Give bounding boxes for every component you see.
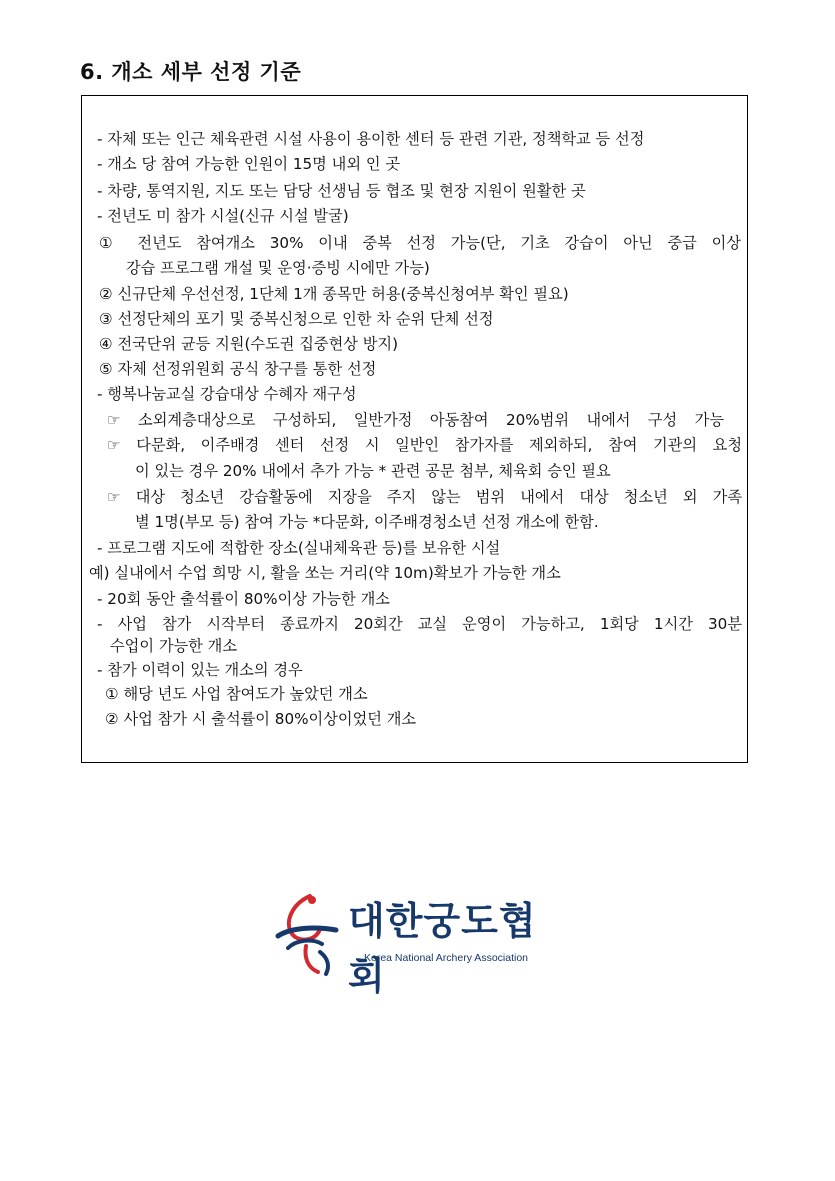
criteria-line: 이 있는 경우 20% 내에서 추가 가능 * 관련 공문 첨부, 체육회 승인 필요 xyxy=(135,462,611,480)
criteria-line: ③ 선정단체의 포기 및 중복신청으로 인한 차 순위 단체 선정 xyxy=(99,310,494,328)
association-english-name: Korea National Archery Association xyxy=(364,952,529,964)
criteria-line: - 전년도 미 참가 시설(신규 시설 발굴) xyxy=(97,207,349,225)
criteria-line: ⑤ 자체 선정위원회 공식 창구를 통한 선정 xyxy=(99,360,377,378)
criteria-line: - 행복나눔교실 강습대상 수혜자 재구성 xyxy=(97,385,357,403)
association-logo xyxy=(270,888,570,998)
criteria-line: ① 해당 년도 사업 참여도가 높았던 개소 xyxy=(105,685,368,703)
criteria-line: 수업이 가능한 개소 xyxy=(110,637,238,655)
criteria-line: ☞ 대상 청소년 강습활동에 지장을 주지 않는 범위 내에서 대상 청소년 외 가족 xyxy=(107,488,742,506)
criteria-line: - 차량, 통역지원, 지도 또는 담당 선생님 등 협조 및 현장 지원이 원활한 곳 xyxy=(97,182,586,200)
criteria-line: ☞ 소외계층대상으로 구성하되, 일반가정 아동참여 20%범위 내에서 구성 가능 xyxy=(107,411,724,429)
criteria-line: 별 1명(부모 등) 참여 가능 *다문화, 이주배경청소년 선정 개소에 한함. xyxy=(135,513,599,531)
criteria-line: - 사업 참가 시작부터 종료까지 20회간 교실 운영이 가능하고, 1회당 1시간 30분 xyxy=(97,615,742,633)
criteria-line: ② 사업 참가 시 출석률이 80%이상이었던 개소 xyxy=(105,710,417,728)
criteria-line: - 20회 동안 출석률이 80%이상 가능한 개소 xyxy=(97,590,390,608)
criteria-line: ① 전년도 참여개소 30% 이내 중복 선정 가능(단, 기초 강습이 아닌 중급 이상 xyxy=(99,234,741,252)
archer-emblem-icon xyxy=(270,888,350,978)
criteria-line: ④ 전국단위 균등 지원(수도권 집중현상 방지) xyxy=(99,335,399,353)
criteria-line: - 프로그램 지도에 적합한 장소(실내체육관 등)를 보유한 시설 xyxy=(97,539,501,557)
association-name: 대한궁도협회 xyxy=(348,899,537,998)
criteria-line: - 참가 이력이 있는 개소의 경우 xyxy=(97,661,303,679)
criteria-line: - 개소 당 참여 가능한 인원이 15명 내외 인 곳 xyxy=(97,155,400,173)
criteria-line: ② 신규단체 우선선정, 1단체 1개 종목만 허용(중복신청여부 확인 필요) xyxy=(99,285,569,303)
section-title: 6. 개소 세부 선정 기준 xyxy=(80,60,302,84)
criteria-line: 강습 프로그램 개설 및 운영·증빙 시에만 가능) xyxy=(126,259,430,277)
criteria-line: ☞ 다문화, 이주배경 센터 선정 시 일반인 참가자를 제외하되, 참여 기관의 요청 xyxy=(107,436,742,454)
criteria-line: - 자체 또는 인근 체육관련 시설 사용이 용이한 센터 등 관련 기관, 정책학교 등 선정 xyxy=(97,130,645,148)
criteria-line: 예) 실내에서 수업 희망 시, 활을 쏘는 거리(약 10m)확보가 가능한 개소 xyxy=(89,564,561,582)
